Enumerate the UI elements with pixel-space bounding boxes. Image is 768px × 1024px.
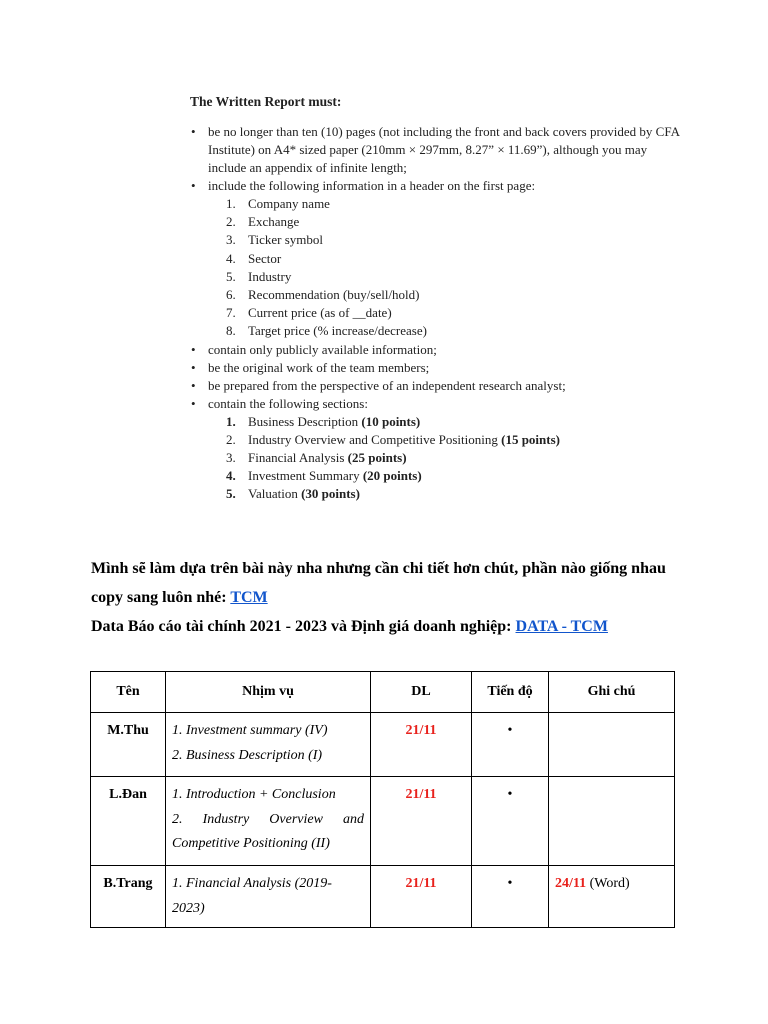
header-info-item: 4. Sector	[226, 250, 282, 266]
header-info-item: 7. Current price (as of __date)	[226, 305, 392, 321]
data-tcm-link[interactable]: DATA - TCM	[515, 618, 608, 635]
header-info-list	[190, 195, 710, 341]
deadline-cell[interactable]: 21/11	[371, 713, 472, 777]
header-info-item: 5. Industry	[226, 268, 292, 284]
task-cell[interactable]: 1. Investment summary (IV) 2. Business Description (I)	[166, 713, 371, 777]
header-info-item: 1. Company name	[226, 196, 330, 211]
member-name[interactable]: B.Trang	[91, 866, 166, 928]
sections-list	[190, 413, 710, 504]
report-requirements-image	[190, 94, 710, 504]
member-name[interactable]: M.Thu	[91, 713, 166, 777]
instruction-line: Mình sẽ làm dựa trên bài này nha nhưng cần chi tiết hơn chút, phần nào giống nhau	[91, 560, 666, 577]
requirement-text: • be no longer than ten (10) pages (not including the front and back covers provided by CFA	[208, 124, 680, 139]
tcm-link[interactable]: TCM	[230, 589, 268, 606]
header-info-item: 2. Exchange	[226, 214, 300, 230]
note-cell[interactable]	[549, 777, 675, 866]
section-item: 4. Investment Summary (20 points)	[226, 468, 422, 484]
progress-cell[interactable]: •	[472, 777, 549, 866]
task-assignment-table	[90, 671, 675, 928]
instruction-line: copy sang luôn nhé: TCM	[91, 589, 268, 606]
progress-cell[interactable]: •	[472, 866, 549, 928]
header-info-item: 6. Recommendation (buy/sell/hold)	[226, 287, 420, 303]
column-header-name: Tên	[91, 672, 166, 713]
requirement-text: Institute) on A4* sized paper (210mm × 297mm, 8.27” × 11.69”), although you may	[208, 142, 648, 157]
table-row	[91, 777, 675, 866]
header-info-item: 8. Target price (% increase/decrease)	[226, 323, 427, 339]
column-header-deadline: DL	[371, 672, 472, 713]
instructions-paragraph	[91, 554, 691, 641]
section-item: 3. Financial Analysis (25 points)	[226, 450, 407, 466]
table-header-row	[91, 672, 675, 713]
table-row	[91, 866, 675, 928]
member-name[interactable]: L.Đan	[91, 777, 166, 866]
task-cell[interactable]: 1. Introduction + Conclusion 2. Industry Overview and Competitive Positioning (II)	[166, 777, 371, 866]
section-item: 1. Business Description (10 points)	[226, 413, 421, 429]
column-header-note: Ghi chú	[549, 672, 675, 713]
requirement-bullet-sections: • contain the following sections:	[190, 395, 710, 413]
note-cell[interactable]: 24/11 (Word)	[549, 866, 675, 928]
requirement-bullet-original: • be the original work of the team members;	[190, 359, 710, 377]
section-item: 5. Valuation (30 points)	[226, 486, 360, 502]
requirement-text: include an appendix of infinite length;	[208, 160, 407, 175]
requirement-bullet-public: • contain only publicly available information;	[190, 341, 710, 359]
requirement-bullet-independent: • be prepared from the perspective of an independent research analyst;	[190, 377, 710, 395]
column-header-task: Nhịm vụ	[166, 672, 371, 713]
section-item: 2. Industry Overview and Competitive Positioning (15 points)	[226, 431, 560, 447]
instruction-line: Data Báo cáo tài chính 2021 - 2023 và Định giá doanh nghiệp: DATA - TCM	[91, 618, 608, 635]
note-cell[interactable]	[549, 713, 675, 777]
deadline-cell[interactable]: 21/11	[371, 866, 472, 928]
progress-cell[interactable]: •	[472, 713, 549, 777]
column-header-progress: Tiến độ	[472, 672, 549, 713]
requirement-bullet-header: • include the following information in a header on the first page:	[190, 177, 710, 195]
requirement-bullet-length	[190, 123, 710, 177]
requirements-heading: The Written Report must:	[190, 94, 342, 109]
table-row	[91, 713, 675, 777]
deadline-cell[interactable]: 21/11	[371, 777, 472, 866]
header-info-item: 3. Ticker symbol	[226, 232, 323, 248]
task-cell[interactable]: 1. Financial Analysis (2019-2023)	[166, 866, 371, 928]
